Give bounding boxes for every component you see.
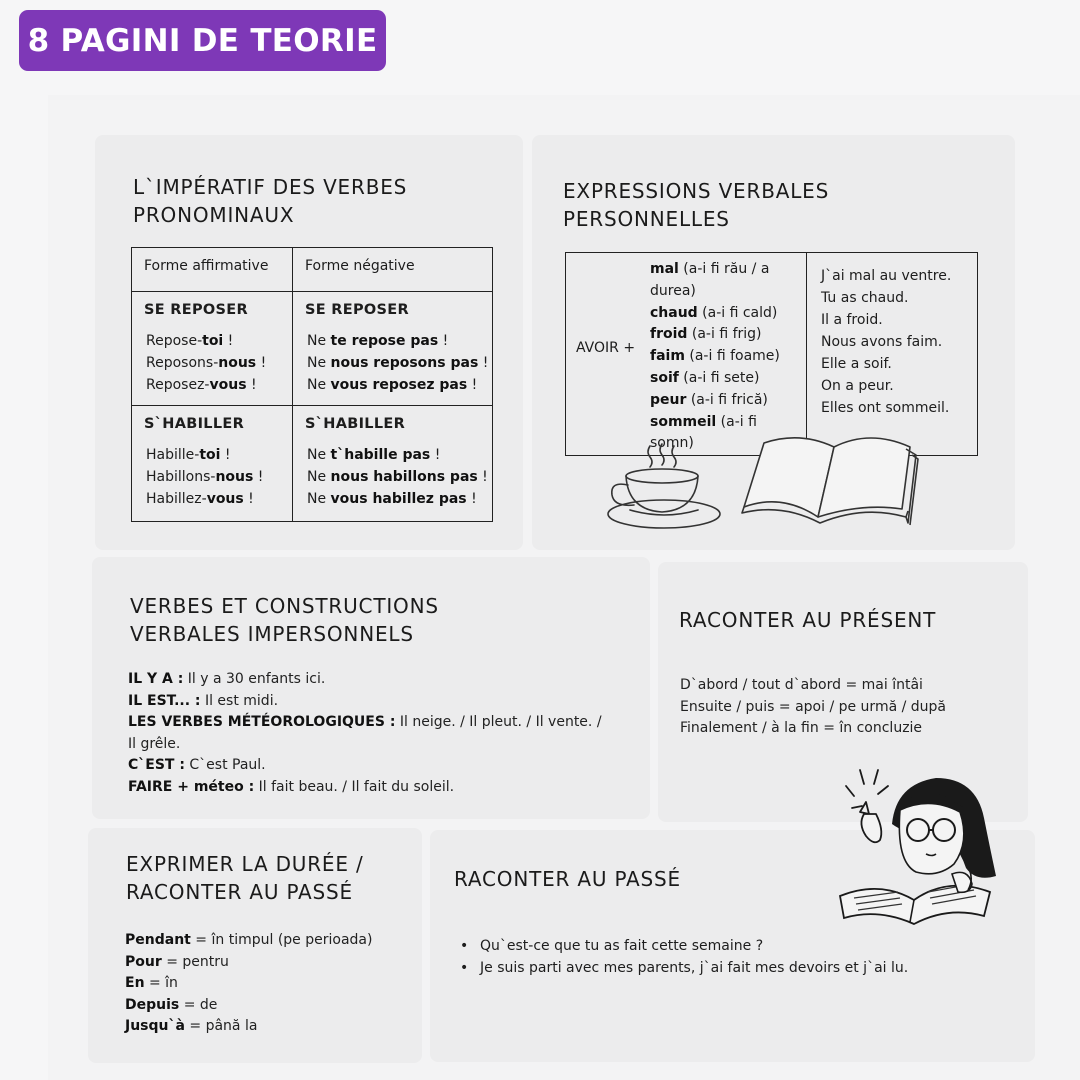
example-sentence: On a peur. xyxy=(821,378,894,394)
negative-forms xyxy=(293,440,492,510)
negative-forms xyxy=(293,326,492,396)
present-line: Ensuite / puis = apoi / pe urmă / după xyxy=(680,698,946,715)
duree-line: En = în xyxy=(125,975,178,991)
imperative-line: Habille-toi ! xyxy=(146,447,231,463)
imperative-line: Ne t`habille pas ! xyxy=(307,447,441,463)
imperative-line: Reposez-vous ! xyxy=(146,377,257,393)
imperative-line: Habillez-vous ! xyxy=(146,491,254,507)
impersonnels-body xyxy=(128,669,638,798)
duree-title-line2: RACONTER AU PASSÉ xyxy=(126,880,353,904)
impersonnel-line: C`EST : C`est Paul. xyxy=(128,757,266,773)
expressions-title-line1: EXPRESSIONS VERBALES xyxy=(563,179,830,203)
passe-list xyxy=(452,935,908,979)
example-sentence: J`ai mal au ventre. xyxy=(821,268,952,284)
imperative-line: Ne te repose pas ! xyxy=(307,333,449,349)
duree-title xyxy=(126,850,364,906)
impersonnels-title xyxy=(130,592,439,648)
passe-bullet: • Je suis parti avec mes parents, j`ai fait mes devoirs et j`ai lu. xyxy=(452,957,908,979)
imperative-line: Habillons-nous ! xyxy=(146,469,264,485)
verb-heading: S`HABILLER xyxy=(305,416,406,432)
example-sentence: Il a froid. xyxy=(821,312,883,328)
present-title: RACONTER AU PRÉSENT xyxy=(679,608,937,632)
verb-heading: SE REPOSER xyxy=(305,302,409,318)
avoir-table xyxy=(565,252,978,456)
imperatif-title-line1: L`IMPÉRATIF DES VERBES xyxy=(133,175,408,199)
imperatif-table xyxy=(131,247,493,522)
expressions-title xyxy=(563,177,829,233)
duree-line: Pendant = în timpul (pe perioada) xyxy=(125,932,373,948)
imperative-line: Repose-toi ! xyxy=(146,333,234,349)
affirmative-forms xyxy=(132,440,292,510)
imperatif-title xyxy=(133,173,407,229)
expressions-card xyxy=(532,135,1015,550)
col-affirmative-header: Forme affirmative xyxy=(144,258,269,274)
impersonnel-line: FAIRE + méteo : Il fait beau. / Il fait du soleil. xyxy=(128,778,455,795)
imperatif-card xyxy=(95,135,523,550)
affirmative-forms xyxy=(132,326,292,396)
avoir-expression: froid (a-i fi frig) xyxy=(650,326,762,343)
impersonnels-card xyxy=(92,557,650,819)
present-line: D`abord / tout d`abord = mai întâi xyxy=(680,677,923,693)
avoir-expression: durea) xyxy=(650,282,696,299)
imperative-line: Reposons-nous ! xyxy=(146,355,267,371)
open-book-icon xyxy=(738,435,926,543)
present-line: Finalement / à la fin = în concluzie xyxy=(680,720,923,736)
avoir-expression: mal (a-i fi rău / a xyxy=(650,261,770,277)
avoir-expression: sommeil (a-i fi somn) xyxy=(650,413,757,452)
duree-line: Pour = pentru xyxy=(125,953,229,970)
imperatif-title-line2: PRONOMINAUX xyxy=(133,203,295,227)
girl-reading-icon xyxy=(832,764,1000,934)
avoir-expression: faim (a-i fi foame) xyxy=(650,348,780,365)
duree-line: Depuis = de xyxy=(125,996,218,1013)
expressions-title-line2: PERSONNELLES xyxy=(563,207,730,231)
passe-title: RACONTER AU PASSÉ xyxy=(454,867,681,891)
verb-heading: S`HABILLER xyxy=(144,416,245,432)
col-negative-header: Forme négative xyxy=(305,258,415,274)
avoir-expression: soif (a-i fi sete) xyxy=(650,369,760,386)
avoir-label: AVOIR + xyxy=(576,340,636,356)
example-sentence: Elle a soif. xyxy=(821,356,892,372)
avoir-expression: chaud (a-i fi cald) xyxy=(650,304,778,321)
avoir-expression: peur (a-i fi frică) xyxy=(650,391,768,408)
imperative-line: Ne nous reposons pas ! xyxy=(307,355,489,371)
theory-pages-badge: 8 PAGINI DE TEORIE xyxy=(19,10,386,71)
impersonnel-line: IL Y A : Il y a 30 enfants ici. xyxy=(128,671,326,687)
passe-bullet: • Qu`est-ce que tu as fait cette semaine ? xyxy=(452,935,908,957)
duree-line: Jusqu`à = până la xyxy=(125,1018,258,1034)
avoir-examples xyxy=(807,253,977,419)
present-body xyxy=(680,675,946,740)
imperative-line: Ne nous habillons pas ! xyxy=(307,469,488,485)
coffee-cup-icon xyxy=(606,440,732,532)
duree-body xyxy=(125,930,372,1038)
example-sentence: Tu as chaud. xyxy=(821,290,909,306)
duree-title-line1: EXPRIMER LA DURÉE / xyxy=(126,852,364,876)
impersonnel-line: Il grêle. xyxy=(128,735,181,752)
example-sentence: Nous avons faim. xyxy=(821,334,943,350)
impersonnel-line: LES VERBES MÉTÉOROLOGIQUES : Il neige. / Il pleut. / Il vente. / xyxy=(128,714,602,730)
impersonnels-title-line1: VERBES ET CONSTRUCTIONS xyxy=(130,594,439,618)
imperative-line: Ne vous reposez pas ! xyxy=(307,377,478,393)
imperative-line: Ne vous habillez pas ! xyxy=(307,491,477,507)
verb-heading: SE REPOSER xyxy=(144,302,248,318)
duree-card xyxy=(88,828,422,1063)
avoir-expressions xyxy=(566,253,806,455)
impersonnels-title-line2: VERBALES IMPERSONNELS xyxy=(130,622,414,646)
impersonnel-line: IL EST... : Il est midi. xyxy=(128,692,279,709)
example-sentence: Elles ont sommeil. xyxy=(821,400,950,416)
